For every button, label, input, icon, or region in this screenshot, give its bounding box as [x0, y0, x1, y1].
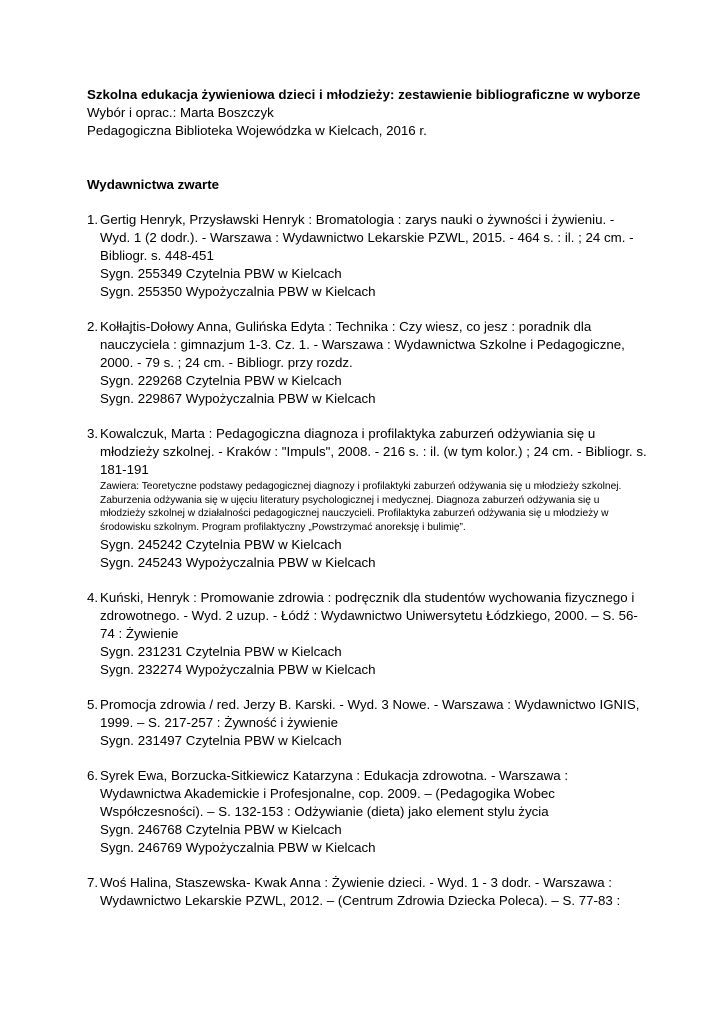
- entry-number: 4.: [87, 590, 99, 606]
- entry-summary: Zawiera: Teoretyczne podstawy pedagogicznej diagnozy i profilaktyki zaburzeń odżywania się u młodzieży szkolnej. Zaburzenia odżywania się w ujęciu literatury psychologicznej i medycznej. Diagnoza zaburzeń odżywania się u młodzieży szkolnej w działalności pedagogicznej nauczycieli. Profilaktyka zaburzeń odżywania się u młodzieży w środowisku szkolnym. Program profilaktyczny „Powstrzymać anoreksję i bulimię”.: [100, 481, 622, 533]
- document-title: Szkolna edukacja żywieniowa dzieci i młodzieży: zestawienie bibliograficzne w wyborze: [87, 87, 641, 102]
- entry-number: 6.: [87, 768, 99, 784]
- bibliography-entry: [87, 211, 647, 301]
- entry-number: 2.: [87, 319, 99, 334]
- entry-signature: Sygn. 229268 Czytelnia PBW w Kielcach: [100, 373, 342, 388]
- entry-number: 3.: [87, 426, 99, 441]
- entry-signature: Sygn. 255350 Wypożyczalnia PBW w Kielcach: [100, 284, 376, 299]
- entry-signature: Sygn. 246769 Wypożyczalnia PBW w Kielcach: [100, 840, 376, 856]
- bibliography-entry: [87, 589, 647, 679]
- bibliography-list: [87, 211, 647, 927]
- bibliography-entry: [87, 318, 647, 408]
- bibliography-entry: [87, 696, 647, 750]
- entry-number: 5.: [87, 697, 99, 713]
- document-header: [87, 86, 647, 140]
- entry-description: Woś Halina, Staszewska- Kwak Anna : Żywienie dzieci. - Wyd. 1 - 3 dodr. - Warszawa : Wydawnictwo Lekarskie PZWL, 2012. – (Centrum Zdrowia Dziecka Poleca). – S. 77-83 :: [100, 875, 621, 909]
- entry-signature: Sygn. 255349 Czytelnia PBW w Kielcach: [100, 266, 342, 281]
- entry-signature: Sygn. 229867 Wypożyczalnia PBW w Kielcach: [100, 391, 376, 406]
- entry-signature: Sygn. 231231 Czytelnia PBW w Kielcach: [100, 644, 342, 660]
- entry-signature: Sygn. 245243 Wypożyczalnia PBW w Kielcach: [100, 555, 376, 571]
- entry-description: Promocja zdrowia / red. Jerzy B. Karski. - Wyd. 3 Nowe. - Warszawa : Wydawnictwo IGNIS, 1999. – S. 217-257 : Żywność i żywienie: [100, 697, 640, 731]
- section-title: Wydawnictwa zwarte: [87, 177, 220, 192]
- entry-signature: Sygn. 245242 Czytelnia PBW w Kielcach: [100, 537, 342, 553]
- publisher-line: Pedagogiczna Biblioteka Wojewódzka w Kielcach, 2016 r.: [87, 123, 427, 138]
- bibliography-entry: [87, 874, 647, 910]
- bibliography-entry: [87, 425, 647, 572]
- entry-description: Gertig Henryk, Przysławski Henryk : Bromatologia : zarys nauki o żywności i żywieniu. - Wyd. 1 (2 dodr.). - Warszawa : Wydawnictwo Lekarskie PZWL, 2015. - 464 s. : il. ; 24 cm. - Bibliogr. s. 448-451: [100, 212, 634, 263]
- entry-description: Syrek Ewa, Borzucka-Sitkiewicz Katarzyna : Edukacja zdrowotna. - Warszawa : Wydawnictwa Akademickie i Profesjonalne, cop. 2009. – (Pedagogika Wobec Współczesności). – S. 132-153 : Odżywianie (dieta) jako element stylu życia: [100, 768, 569, 820]
- entry-number: 7.: [87, 875, 99, 891]
- entry-description: Kuński, Henryk : Promowanie zdrowia : podręcznik dla studentów wychowania fizycznego i zdrowotnego. - Wyd. 2 uzup. - Łódź : Wydawnictwo Uniwersytetu Łódzkiego, 2000. – S. 56-74 : Żywienie: [100, 590, 638, 642]
- entry-signature: Sygn. 231497 Czytelnia PBW w Kielcach: [100, 733, 342, 749]
- compiler-line: Wybór i oprac.: Marta Boszczyk: [87, 105, 274, 120]
- entry-signature: Sygn. 246768 Czytelnia PBW w Kielcach: [100, 822, 342, 838]
- entry-description: Kołłajtis-Dołowy Anna, Gulińska Edyta : Technika : Czy wiesz, co jesz : poradnik dla nauczyciela : gimnazjum 1-3. Cz. 1. - Warszawa : Wydawnictwa Szkolne i Pedagogiczne, 2000. - 79 s. ; 24 cm. - Bibliogr. przy rozdz.: [100, 319, 625, 370]
- entry-signature: Sygn. 232274 Wypożyczalnia PBW w Kielcach: [100, 662, 376, 678]
- bibliography-entry: [87, 767, 647, 857]
- entry-number: 1.: [87, 212, 99, 227]
- entry-description: Kowalczuk, Marta : Pedagogiczna diagnoza i profilaktyka zaburzeń odżywiania się u młodzieży szkolnej. - Kraków : "Impuls", 2008. - 216 s. : il. (w tym kolor.) ; 24 cm. - Bibliogr. s. 181-191: [100, 426, 647, 477]
